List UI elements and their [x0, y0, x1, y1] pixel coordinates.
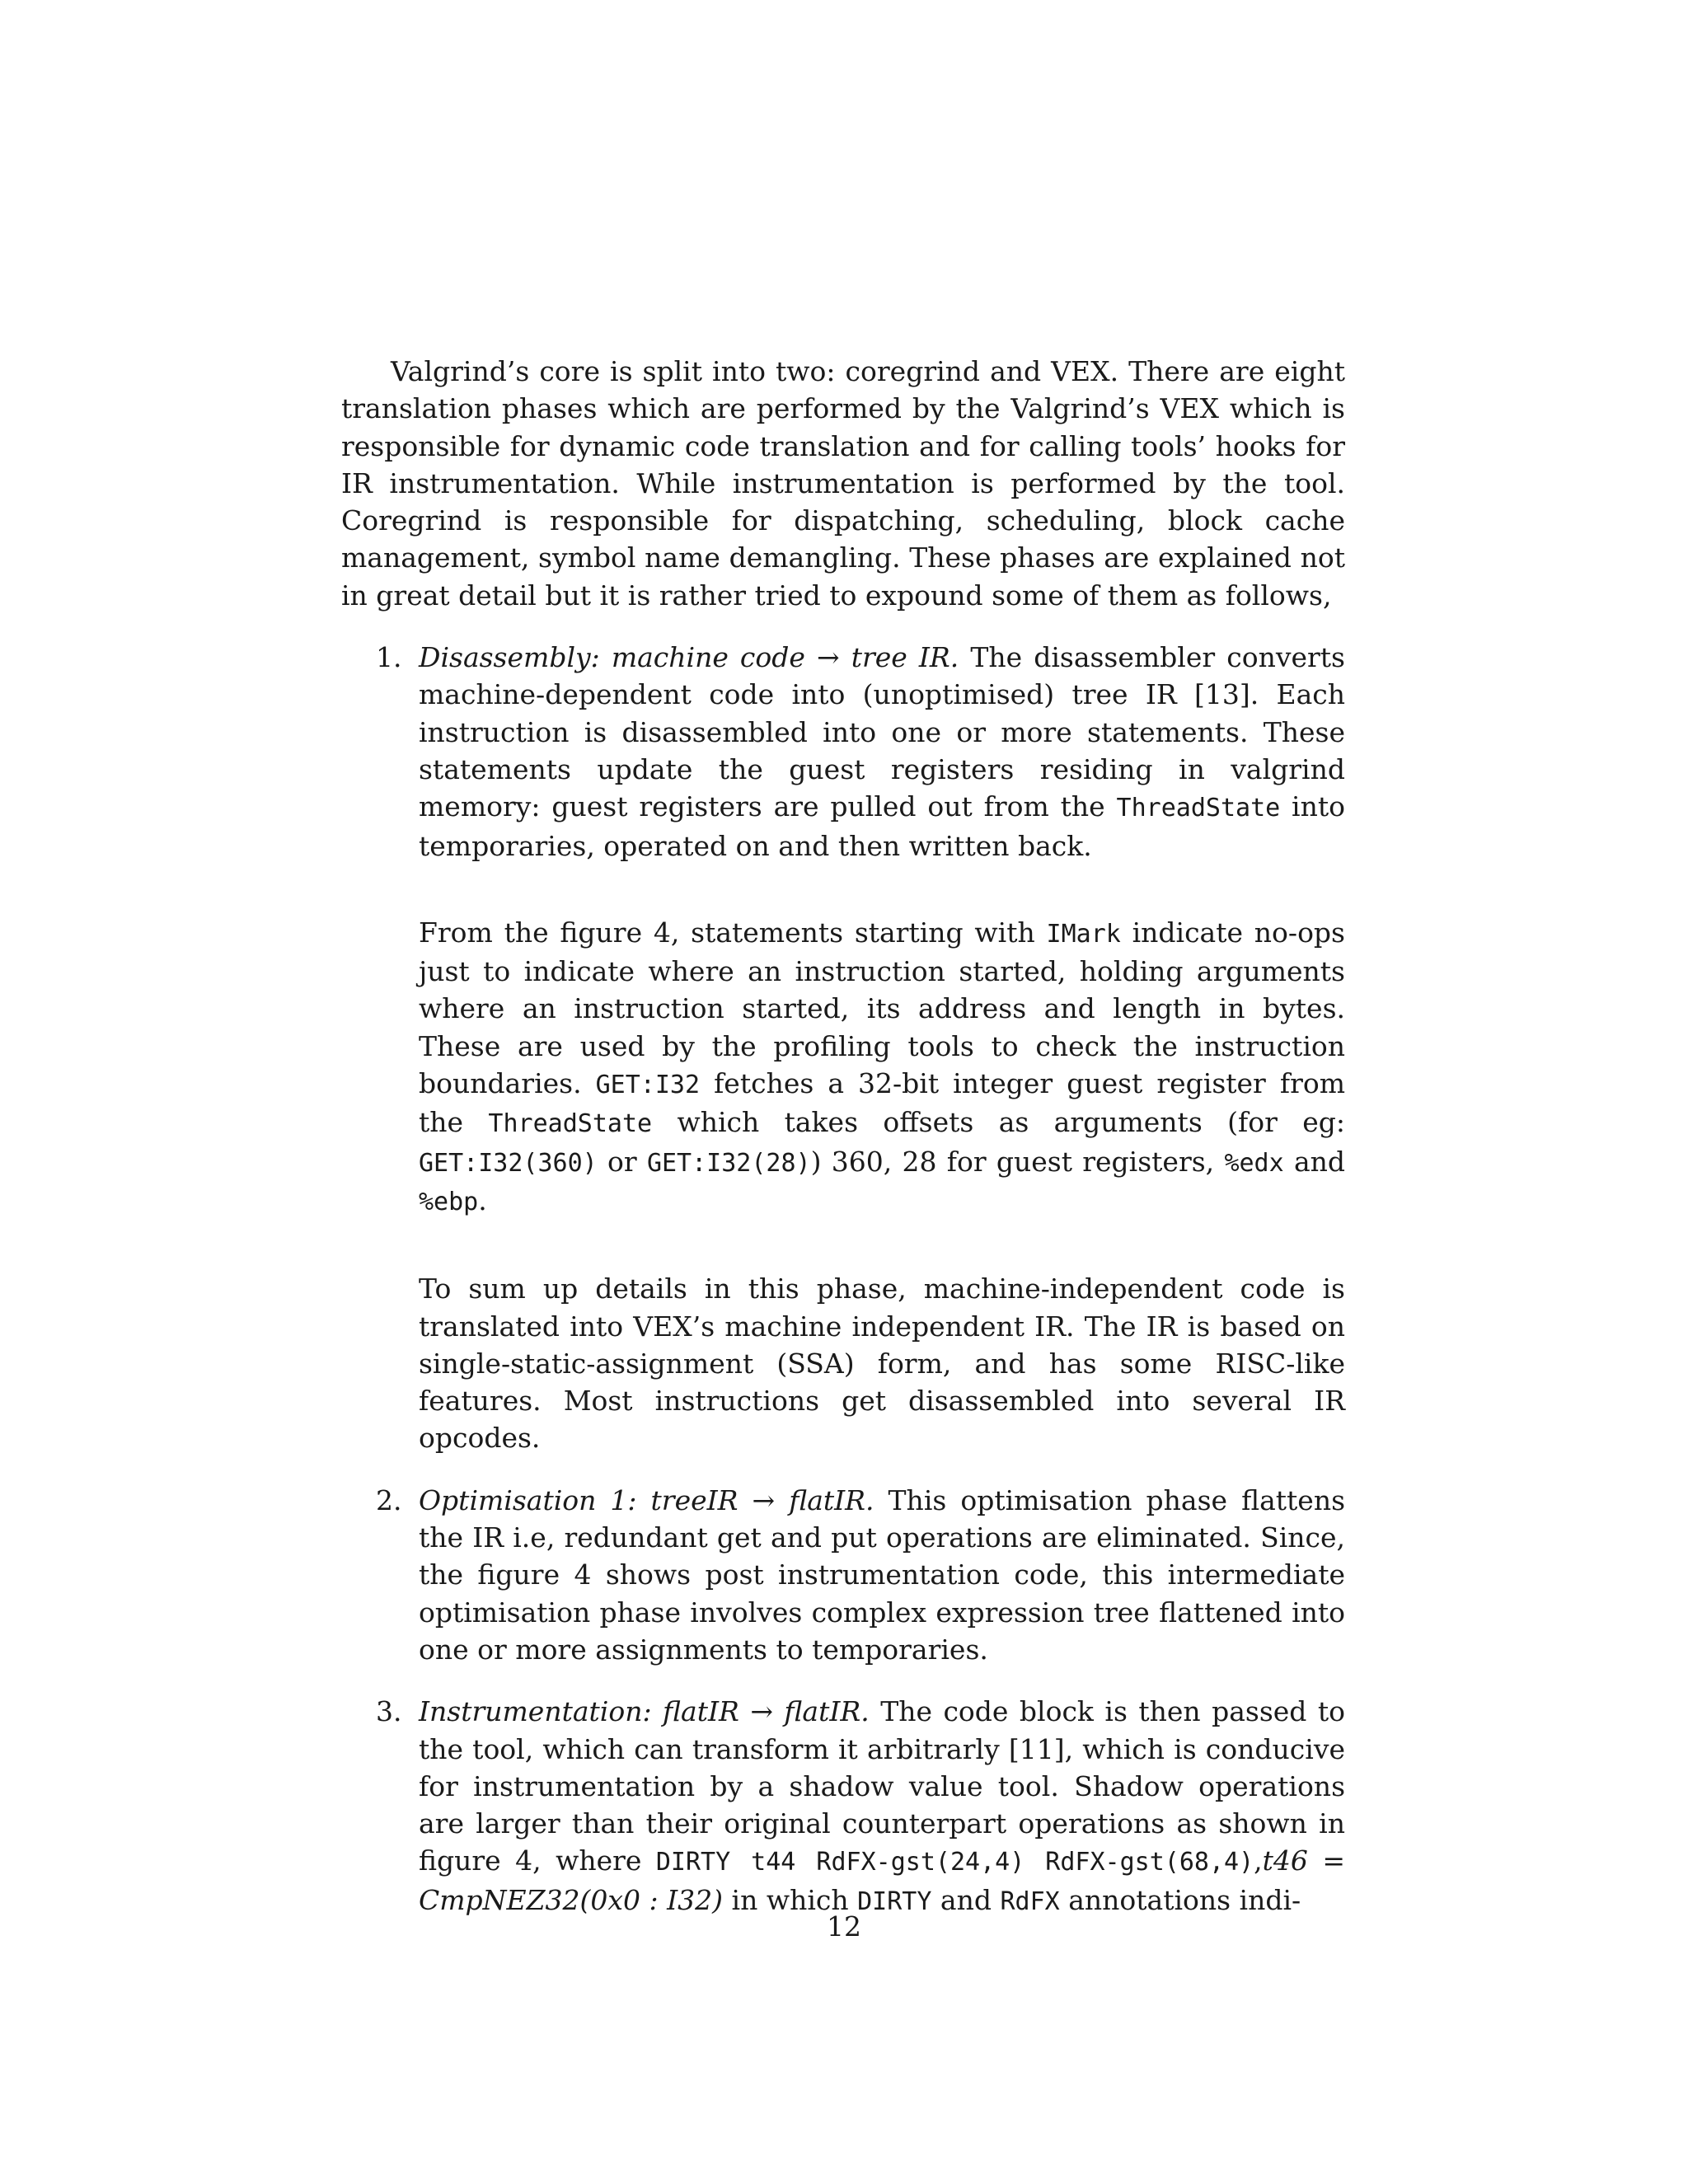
code-get-i32-360: GET:I32(360) [419, 1148, 598, 1178]
phase-item-optimisation [341, 1482, 1345, 1668]
summary-paragraph: To sum up details in this phase, machine-independent code is translated into VEX’s machine independent IR. The IR is based on single-static-assignment (SSA) form, and has some RISC-like features. Most instructions get disassembled into several IR opcodes. [419, 1272, 1345, 1455]
math-expression: t46 = CmpNEZ32(0x0 : I32) [419, 1844, 1345, 1916]
text-run: From the figure 4, statements starting with [419, 916, 1047, 949]
translation-phases-list [341, 639, 1345, 1920]
phase-text: The code block is then passed to the tool, which can transform it arbitrarly [11], which is conducive for instrumentation by a shadow value tool. Shadow operations are larger than their original counterpart operations as shown in figure 4, where [419, 1695, 1345, 1877]
code-threadstate: ThreadState [1116, 794, 1281, 823]
item-number: 3. [376, 1695, 402, 1728]
phase-title: Instrumentation: flatIR → flatIR. [419, 1695, 870, 1728]
text-run: , [1254, 1844, 1263, 1877]
text-run: in which [723, 1883, 858, 1916]
text-run: annotations indi- [1059, 1883, 1301, 1916]
text-run: and [1283, 1145, 1346, 1178]
code-get-i32-28: GET:I32(28) [646, 1148, 811, 1178]
phase-paragraph [419, 1482, 1345, 1668]
code-edx: %edx [1224, 1148, 1284, 1178]
imark-paragraph [419, 914, 1345, 1221]
intro-paragraph: Valgrind’s core is split into two: coregrind and VEX. There are eight translation phases which are performed by the Valgrind’s VEX which is responsible for dynamic code translation and for calling tools’ hooks for IR instrumentation. While instrumentation is performed by the tool. Coregrind is responsible for dispatching, scheduling, block cache management, symbol name demangling. These phases are explained not in great detail but it is rather tried to expound some of them as follows, [341, 355, 1345, 612]
phase-paragraph [419, 639, 1345, 865]
phase-text: This optimisation phase flattens the IR i.e, redundant get and put operations are eliminated. Since, the figure 4 shows post instrumentation code, this intermediate optimisation phase involves complex expression tree flattened into one or more assignments to temporaries. [419, 1483, 1346, 1666]
text-run: or [597, 1145, 647, 1178]
code-ebp: %ebp [419, 1187, 479, 1216]
phase-item-instrumentation [341, 1693, 1345, 1920]
text-run: ) 360, 28 for guest registers, [810, 1145, 1225, 1178]
code-threadstate: ThreadState [488, 1109, 653, 1139]
phase-text: into temporaries, operated on and then written back. [419, 790, 1345, 862]
phase-title: Optimisation 1: treeIR → flatIR. [419, 1483, 874, 1516]
page-body [341, 353, 1345, 1945]
phase-text: The disassembler converts machine-dependent code into (unoptimised) tree IR [13]. Each instruction is disassembled into one or more statements. These statements update the guest registers residing in valgrind memory: guest registers are pulled out from the [419, 641, 1345, 823]
text-run: . [478, 1183, 487, 1216]
code-rdfx: RdFX [1000, 1886, 1060, 1916]
code-dirty: DIRTY [857, 1886, 932, 1916]
text-run: indicate no-ops just to indicate where an instruction started, holding arguments where an instruction started, its address and length in bytes. These are used by the profiling tools to check the instruction boundaries. [419, 916, 1345, 1100]
item-number: 1. [376, 641, 402, 674]
code-dirty-expression: DIRTY t44 RdFX-gst(24,4) RdFX-gst(68,4) [655, 1848, 1254, 1877]
text-run: which takes offsets as arguments (for eg: [652, 1106, 1345, 1139]
phase-title: Disassembly: machine code → tree IR. [419, 641, 959, 674]
text-run: and [931, 1883, 1001, 1916]
page-number: 12 [827, 1910, 861, 1943]
phase-item-disassembly [341, 639, 1345, 1457]
code-imark: IMark [1046, 919, 1121, 949]
item-number: 2. [376, 1483, 402, 1516]
text-run: fetches a 32-bit integer guest register from the [419, 1067, 1345, 1139]
code-get-i32: GET:I32 [595, 1071, 701, 1100]
phase-paragraph [419, 1693, 1345, 1920]
